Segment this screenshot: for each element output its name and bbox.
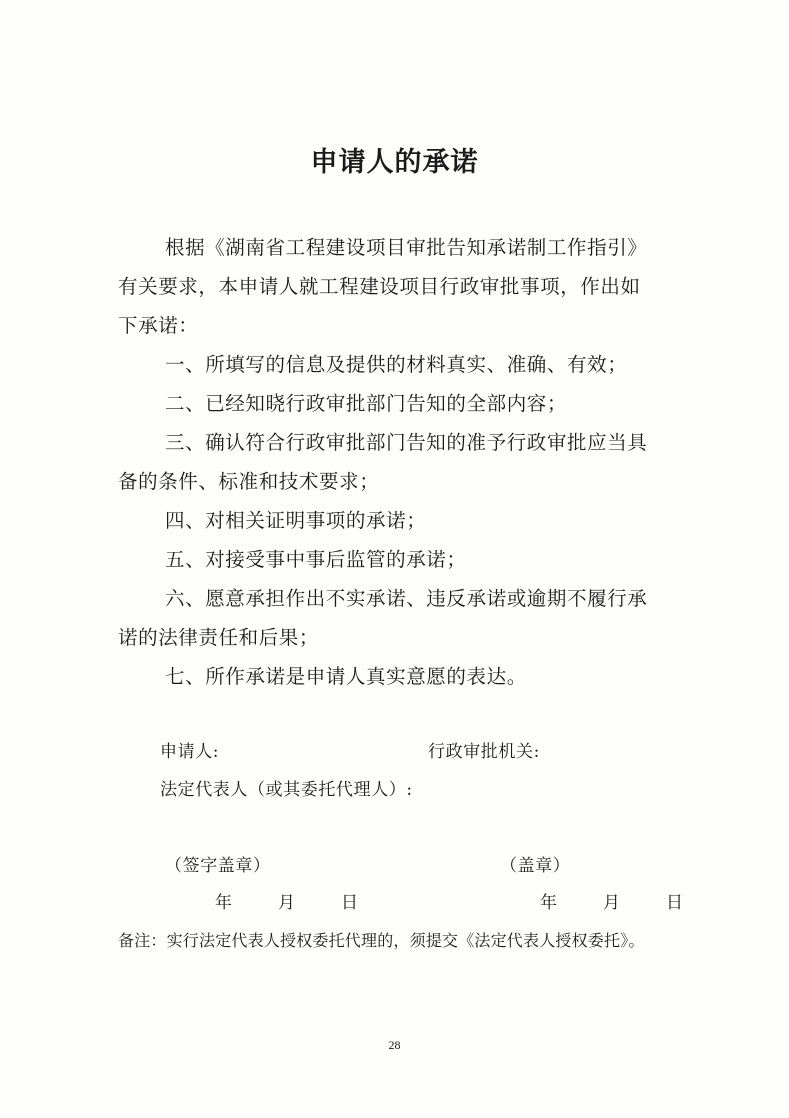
sign-seal-note: （签字盖章） — [165, 856, 271, 876]
authority-label: 行政审批机关: — [428, 742, 540, 762]
intro-line-1: 根据《湖南省工程建设项目审批告知承诺制工作指引》 — [165, 236, 648, 259]
item-3-line-1: 三、确认符合行政审批部门告知的准予行政审批应当具 — [165, 431, 648, 454]
footnote: 备注：实行法定代表人授权委托代理的，须提交《法定代表人授权委托》。 — [118, 931, 645, 950]
seal-note: （盖章） — [500, 856, 571, 876]
item-7: 七、所作承诺是申请人真实意愿的表达。 — [165, 665, 527, 688]
item-5: 五、对接受事中事后监管的承诺； — [165, 548, 467, 571]
item-6-line-2: 诺的法律责任和后果； — [118, 626, 320, 649]
item-2: 二、已经知晓行政审批部门告知的全部内容； — [165, 392, 568, 415]
date-right: 年 月 日 — [540, 893, 687, 913]
page-title: 申请人的承诺 — [310, 147, 479, 178]
legal-rep-label: 法定代表人（或其委托代理人）: — [160, 780, 413, 800]
page-number: 28 — [388, 1038, 401, 1052]
item-1: 一、所填写的信息及提供的材料真实、准确、有效； — [165, 353, 628, 376]
date-left: 年 月 日 — [215, 893, 362, 913]
item-4: 四、对相关证明事项的承诺； — [165, 509, 427, 532]
item-3-line-2: 备的条件、标准和技术要求； — [118, 470, 380, 493]
intro-line-2: 有关要求，本申请人就工程建设项目行政审批事项，作出如 — [118, 275, 641, 298]
applicant-label: 申请人: — [160, 742, 220, 762]
intro-line-3: 下承诺： — [118, 314, 199, 337]
item-6-line-1: 六、愿意承担作出不实承诺、违反承诺或逾期不履行承 — [165, 587, 648, 610]
